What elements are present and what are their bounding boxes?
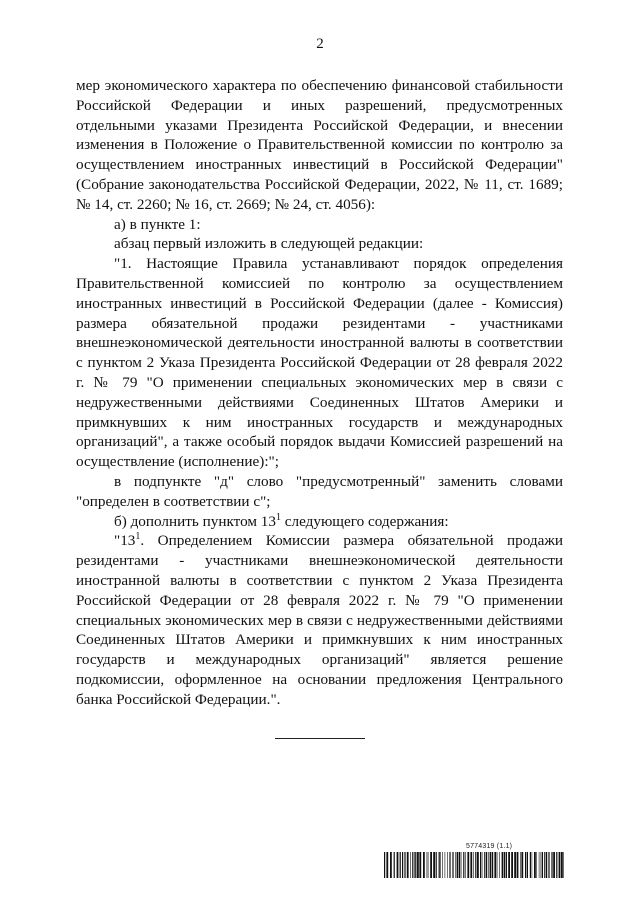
barcode (384, 852, 564, 878)
page-number: 2 (316, 36, 324, 52)
paragraph-point-13-1 (76, 531, 563, 709)
paragraph-new-wording: "1. Настоящие Правила устанавливают порядок определения Правительственной комиссией по контролю за осуществлением иностранных инвестиций в Российской Федерации (далее - Комиссия) размера обязательной продажи резидентами - участниками внешнеэкономической деятельности иностранной валюты в соответствии с пунктом 2 Указа Президента Российской Федерации от 28 февраля 2022 г. № 79 "О применении специальных экономических мер в связи с недружественными действиями Соединенных Штатов Америки и примкнувших к ним иностранных государств и международных организаций", а также особый порядок выдачи Комиссией разрешений на осуществление (исполнение):"; (76, 255, 563, 471)
paragraph-subitem-d: в подпункте "д" слово "предусмотренный" заменить словами "определен в соответствии с"; (76, 472, 563, 510)
point-13-1-superscript: 1 (135, 531, 141, 543)
document-code: 5774319 (1.1) (466, 843, 513, 850)
paragraph-item-b (76, 512, 563, 532)
item-b-superscript: 1 (275, 511, 281, 523)
point-13-1-number: "13 (114, 532, 136, 550)
item-b-text-end: следующего содержания: (280, 512, 449, 530)
paragraph-instruction: абзац первый изложить в следующей редакции: (114, 235, 424, 253)
point-13-1-text: . Определением Комиссии размера обязательной продажи резидентами - участниками внешнеэкономической деятельности иностранной валюты в соответствии с пунктом 2 Указа Президента Российской Федерации от 28 февраля 2022 г. № 79 "О применении специальных экономических мер в связи с недружественными действиями Соединенных Штатов Америки и примкнувших к ним иностранных государств и международных организаций" является решение подкомиссии, оформленное на основании предложения Центрального банка Российской Федерации.". (76, 532, 563, 708)
end-divider (275, 738, 365, 739)
paragraph-continuation: мер экономического характера по обеспечению финансовой стабильности Российской Федерации и иных разрешений, предусмотренных отдельными указами Президента Российской Федерации, и внесении изменения в Положение о Правительственной комиссии по контролю за осуществлением иностранных инвестиций в Российской Федерации" (Собрание законодательства Российской Федерации, 2022, № 11, ст. 1689; № 14, ст. 2260; № 16, ст. 2669; № 24, ст. 4056): (76, 77, 563, 213)
document-body (76, 76, 563, 710)
item-b-text-start: б) дополнить пунктом 13 (114, 512, 276, 530)
paragraph-item-a: а) в пункте 1: (114, 215, 201, 233)
